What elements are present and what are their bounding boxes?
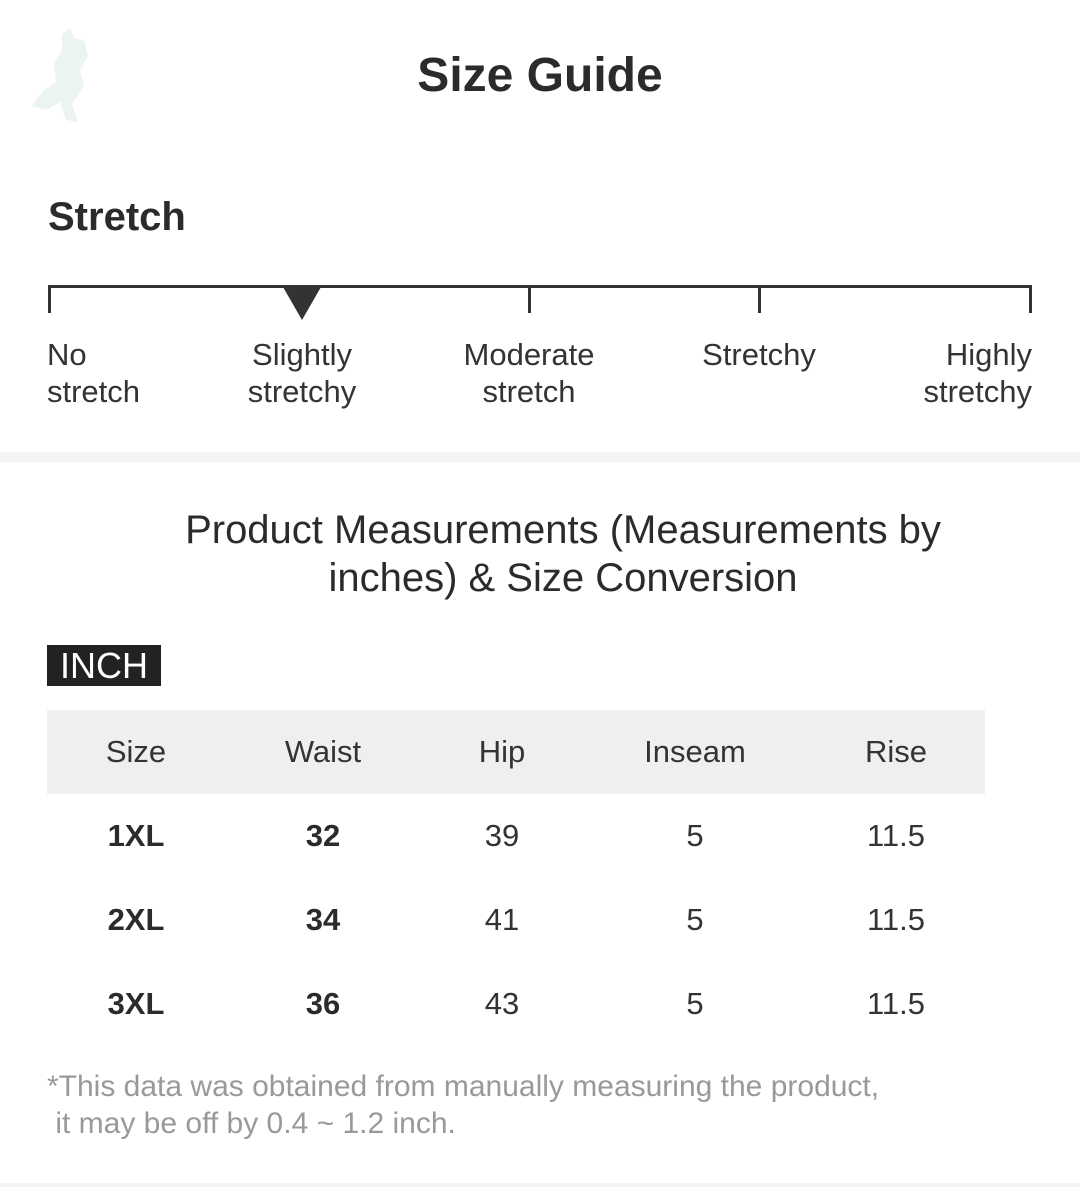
table-row bbox=[47, 962, 985, 1046]
table-row bbox=[47, 794, 985, 878]
stretch-scale-tick bbox=[758, 285, 761, 313]
bottom-divider bbox=[0, 1183, 1080, 1187]
stretch-scale-line bbox=[48, 285, 1032, 288]
section-divider bbox=[0, 452, 1080, 462]
cell-hip: 41 bbox=[484, 902, 520, 937]
unit-badge: INCH bbox=[47, 645, 161, 686]
cell-rise: 11.5 bbox=[866, 818, 926, 853]
stretch-scale-tick bbox=[48, 285, 51, 313]
page-title: Size Guide bbox=[417, 49, 663, 102]
cell-size: 1XL bbox=[107, 818, 165, 853]
measurements-title: Product Measurements (Measurements by inches) & Size Conversion bbox=[185, 508, 941, 600]
cell-inseam: 5 bbox=[686, 902, 704, 937]
column-header-inseam: Inseam bbox=[583, 710, 807, 794]
stretch-label-moderate-stretch: Moderate stretch bbox=[463, 337, 595, 409]
cell-hip: 39 bbox=[484, 818, 520, 853]
size-table bbox=[47, 710, 985, 1046]
footnote-line: it may be off by 0.4 ~ 1.2 inch. bbox=[47, 1107, 456, 1140]
cell-rise: 11.5 bbox=[866, 902, 926, 937]
stretch-label-highly-stretchy: Highly stretchy bbox=[923, 337, 1032, 409]
stretch-scale-tick bbox=[1029, 285, 1032, 313]
cell-inseam: 5 bbox=[686, 986, 704, 1021]
cell-size: 3XL bbox=[107, 986, 165, 1021]
table-header-row bbox=[47, 710, 985, 794]
stretch-selected-marker-icon bbox=[283, 287, 321, 320]
cell-waist: 32 bbox=[305, 818, 341, 853]
column-header-size: Size bbox=[47, 710, 225, 794]
measurement-footnote bbox=[47, 1068, 879, 1142]
stretch-label-slightly-stretchy: Slightly stretchy bbox=[247, 337, 357, 409]
stretch-label-no-stretch: No stretch bbox=[47, 337, 141, 409]
stretch-heading: Stretch bbox=[48, 195, 186, 239]
cell-size: 2XL bbox=[107, 902, 165, 937]
stretch-scale-tick bbox=[528, 285, 531, 313]
stretch-label-stretchy: Stretchy bbox=[702, 337, 816, 372]
footnote-line: *This data was obtained from manually measuring the product, bbox=[47, 1070, 880, 1103]
column-header-hip: Hip bbox=[421, 710, 583, 794]
cell-inseam: 5 bbox=[686, 818, 704, 853]
cell-waist: 34 bbox=[305, 902, 341, 937]
cell-waist: 36 bbox=[305, 986, 341, 1021]
column-header-rise: Rise bbox=[807, 710, 985, 794]
table-row bbox=[47, 878, 985, 962]
cell-rise: 11.5 bbox=[866, 986, 926, 1021]
column-header-waist: Waist bbox=[225, 710, 421, 794]
cell-hip: 43 bbox=[484, 986, 520, 1021]
